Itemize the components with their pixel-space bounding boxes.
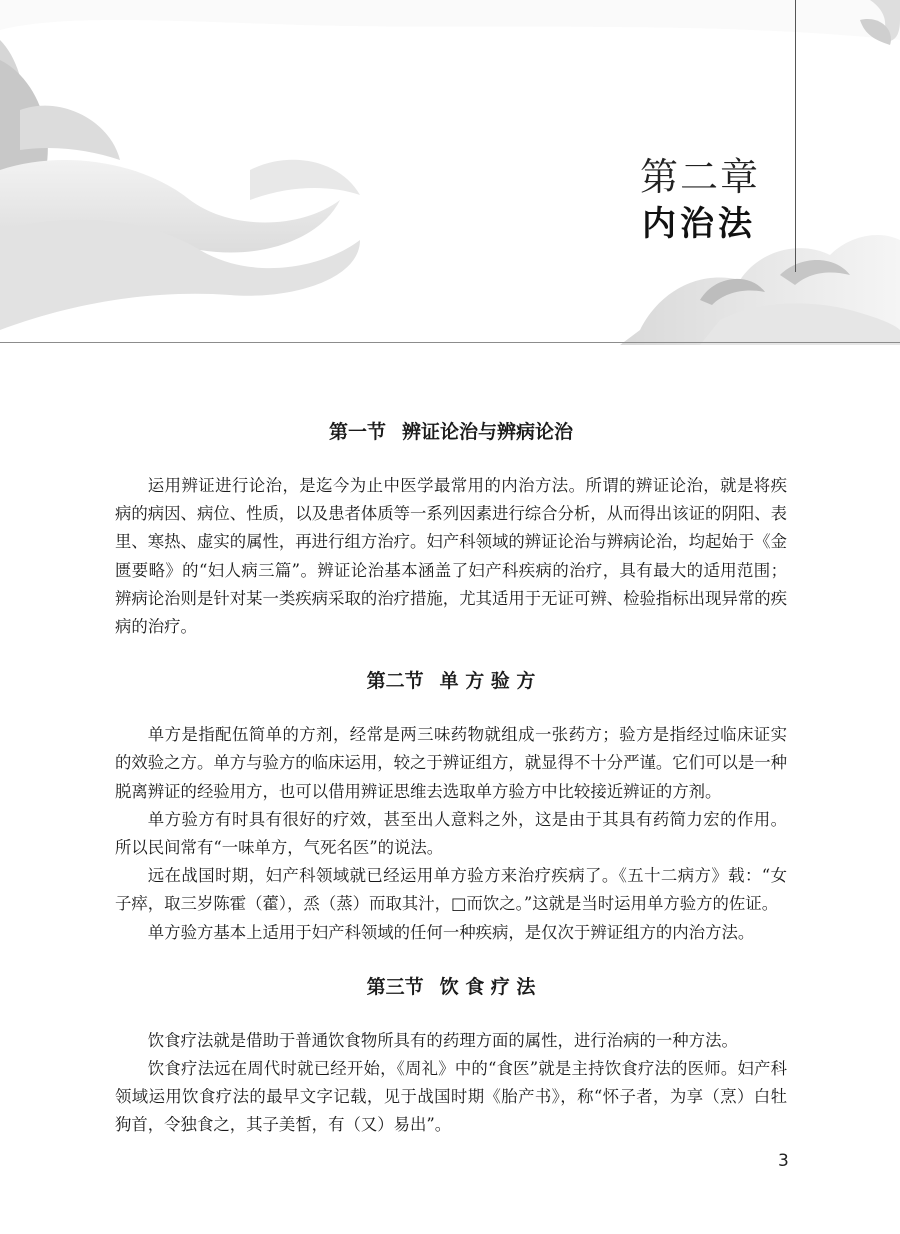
section-heading [115, 973, 787, 1001]
section-heading [115, 418, 787, 446]
decorative-vertical-line [795, 0, 796, 272]
section-number: 第二节 [366, 670, 424, 693]
paragraph: 单方是指配伍简单的方剂，经常是两三味药物就组成一张药方；验方是指经过临床证实的效验之方。单方与验方的临床运用，较之于辨证组方，就显得不十分严谨。它们可以是一种脱离辨证的经验用方，也可以借用辨证思维去选取单方验方中比较接近辨证的方剂。 [115, 725, 788, 801]
section-3 [115, 973, 787, 1140]
paragraph: 运用辨证进行论治，是迄今为止中医学最常用的内治方法。所谓的辨证论治，就是将疾病的病因、病位、性质，以及患者体质等一系列因素进行综合分析，从而得出该证的阴阳、表里、寒热、虚实的属性，再进行组方治疗。妇产科领域的辨证论治与辨病论治，均起始于《金匮要略》的“妇人病三篇”。辨证论治基本涵盖了妇产科疾病的治疗，具有最大的适用范围；辨病论治则是针对某一类疾病采取的治疗措施，尤其适用于无证可辨、检验指标出现异常的疾病的治疗。 [115, 476, 788, 637]
page-content [115, 418, 787, 1162]
cloud-decoration [0, 0, 900, 345]
section-2 [115, 667, 787, 947]
section-title: 辨证论治与辨病论治 [402, 421, 574, 443]
section-number: 第一节 [328, 421, 386, 443]
paragraph: 远在战国时期，妇产科领域就已经运用单方验方来治疗疾病了。《五十二病方》载：“女子瘁，取三岁陈霍（藿），烝（蒸）而取其汁，□而饮之。”这就是当时运用单方验方的佐证。 [115, 866, 787, 914]
section-title: 单 方 验 方 [439, 670, 536, 693]
section-heading [115, 667, 787, 695]
paragraph: 单方验方有时具有很好的疗效，甚至出人意料之外，这是由于其具有药简力宏的作用。所以民间常有“一味单方，气死名医”的说法。 [115, 809, 787, 858]
paragraph: 饮食疗法远在周代时就已经开始，《周礼》中的“食医”就是主持饮食疗法的医师。妇产科领域运用饮食疗法的最早文字记载，见于战国时期《胎产书》，称“怀子者，为享（烹）白牡狗首，令独食之，其子美皙，有（又）易出”。 [115, 1059, 787, 1135]
paragraph: 饮食疗法就是借助于普通饮食物所具有的药理方面的属性，进行治病的一种方法。 [147, 1030, 738, 1050]
section-number: 第三节 [366, 975, 424, 998]
chapter-number: 第二章 [639, 155, 760, 199]
section-1 [115, 418, 787, 641]
header-divider [0, 342, 900, 343]
page-number: 3 [778, 1151, 789, 1171]
chapter-title: 内治法 [642, 204, 756, 244]
chapter-header-band [0, 0, 900, 345]
section-title: 饮 食 疗 法 [439, 975, 536, 998]
paragraph: 单方验方基本上适用于妇产科领域的任何一种疾病，是仅次于辨证组方的内治方法。 [147, 922, 755, 942]
